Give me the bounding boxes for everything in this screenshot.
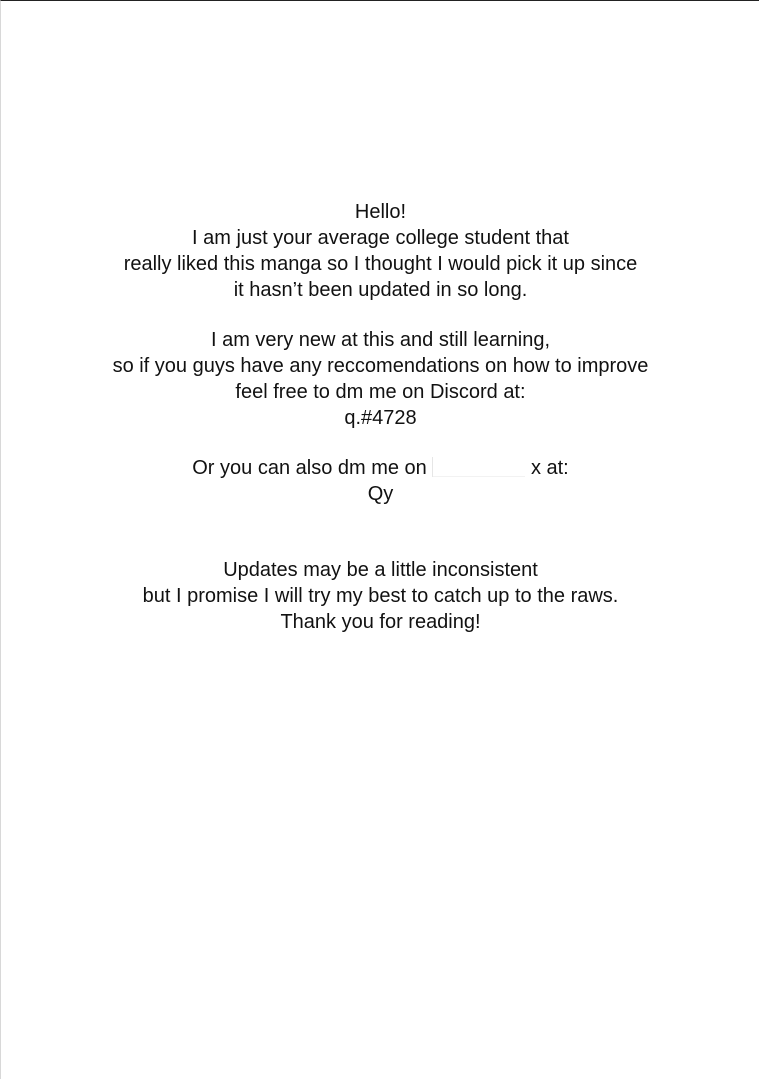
intro-line: it hasn’t been updated in so long. bbox=[233, 279, 528, 301]
other-contact-paragraph bbox=[1, 455, 759, 507]
intro-paragraph bbox=[1, 199, 759, 303]
feedback-line: feel free to dm me on Discord at: bbox=[235, 381, 526, 403]
other-contact-prefix: Or you can also dm me on bbox=[192, 457, 427, 479]
other-contact-handle: Qy bbox=[367, 483, 394, 505]
feedback-paragraph bbox=[1, 327, 759, 431]
other-contact-suffix: x at: bbox=[530, 457, 569, 479]
intro-line: I am just your average college student that bbox=[192, 227, 569, 249]
discord-handle: q.#4728 bbox=[344, 407, 417, 429]
feedback-line: so if you guys have any reccomendations on how to improve bbox=[112, 355, 649, 377]
greeting-line: Hello! bbox=[354, 201, 407, 223]
closing-paragraph bbox=[1, 557, 759, 635]
closing-line: but I promise I will try my best to catch up to the raws. bbox=[142, 585, 619, 607]
feedback-line: I am very new at this and still learning, bbox=[210, 329, 551, 351]
redacted-platform-name bbox=[432, 457, 525, 477]
other-contact-line bbox=[1, 455, 759, 481]
thank-you-line: Thank you for reading! bbox=[280, 611, 481, 633]
closing-line: Updates may be a little inconsistent bbox=[223, 559, 538, 581]
intro-line: really liked this manga so I thought I would pick it up since bbox=[123, 253, 638, 275]
